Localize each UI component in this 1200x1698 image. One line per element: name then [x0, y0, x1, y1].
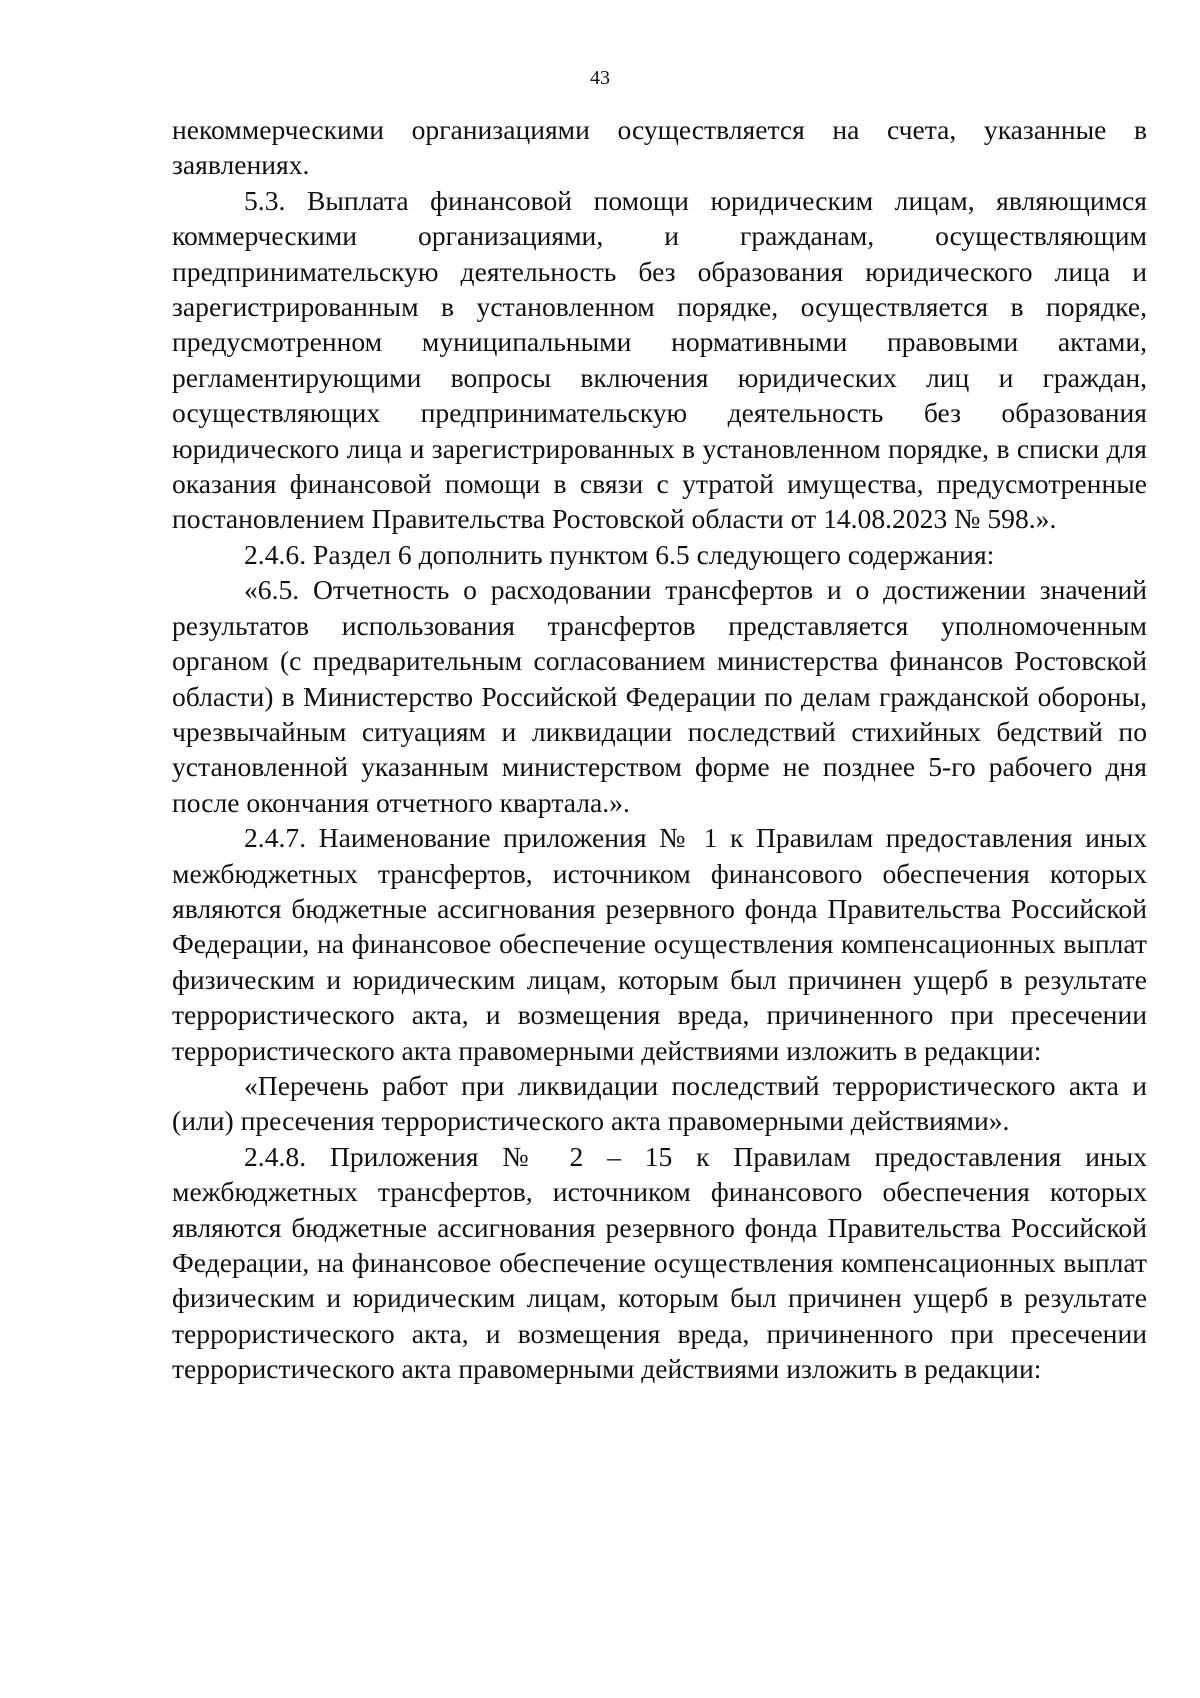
document-body — [172, 112, 1147, 1387]
paragraph-2-4-6: 2.4.6. Раздел 6 дополнить пунктом 6.5 следующего содержания: — [244, 538, 995, 570]
paragraph-appendix-title: «Перечень работ при ликвидации последствий террористического акта и (или) пресечения террористического акта правомерными действиями». — [172, 1069, 1147, 1137]
paragraph-6-5: «6.5. Отчетность о расходовании трансфертов и о достижении значений результатов использования трансфертов представляется уполномоченным органом (с предварительным согласованием министерства финансов Ростовской области) в Министерство Российской Федерации по делам гражданской обороны, чрезвычайным ситуациям и ликвидации последствий стихийных бедствий по установленной указанным министерством форме не позднее 5-го рабочего дня после окончания отчетного квартала.». — [172, 574, 1147, 818]
page-number: 43 — [590, 67, 610, 89]
paragraph-2-4-7: 2.4.7. Наименование приложения № 1 к Правилам предоставления иных межбюджетных трансфертов, источником финансового обеспечения которых являются бюджетные ассигнования резервного фонда Правительства Российской Федерации, на финансовое обеспечение осуществления компенсационных выплат физическим и юридическим лицам, которым был причинен ущерб в результате террористического акта, и возмещения вреда, причиненного при пресечении террористического акта правомерными действиями изложить в редакции: — [172, 822, 1147, 1066]
paragraph-5-3: 5.3. Выплата финансовой помощи юридическим лицам, являющимся коммерческими организациями, и гражданам, осуществляющим предпринимательскую деятельность без образования юридического лица и зарегистрированным в установленном порядке, осуществляется в порядке, предусмотренном муниципальными нормативными правовыми актами, регламентирующими вопросы включения юридических лиц и граждан, осуществляющих предпринимательскую деятельность без образования юридического лица и зарегистрированных в установленном порядке, в списки для оказания финансовой помощи в связи с утратой имущества, предусмотренные постановлением Правительства Ростовской области от 14.08.2023 № 598.». — [172, 184, 1147, 535]
paragraph-2-4-8: 2.4.8. Приложения № 2 – 15 к Правилам предоставления иных межбюджетных трансфертов, источником финансового обеспечения которых являются бюджетные ассигнования резервного фонда Правительства Российской Федерации, на финансовое обеспечение осуществления компенсационных выплат физическим и юридическим лицам, которым был причинен ущерб в результате террористического акта, и возмещения вреда, причиненного при пресечении террористического акта правомерными действиями изложить в редакции: — [172, 1140, 1147, 1385]
paragraph-continuation: некоммерческими организациями осуществляется на счета, указанные в заявлениях. — [172, 114, 1147, 181]
